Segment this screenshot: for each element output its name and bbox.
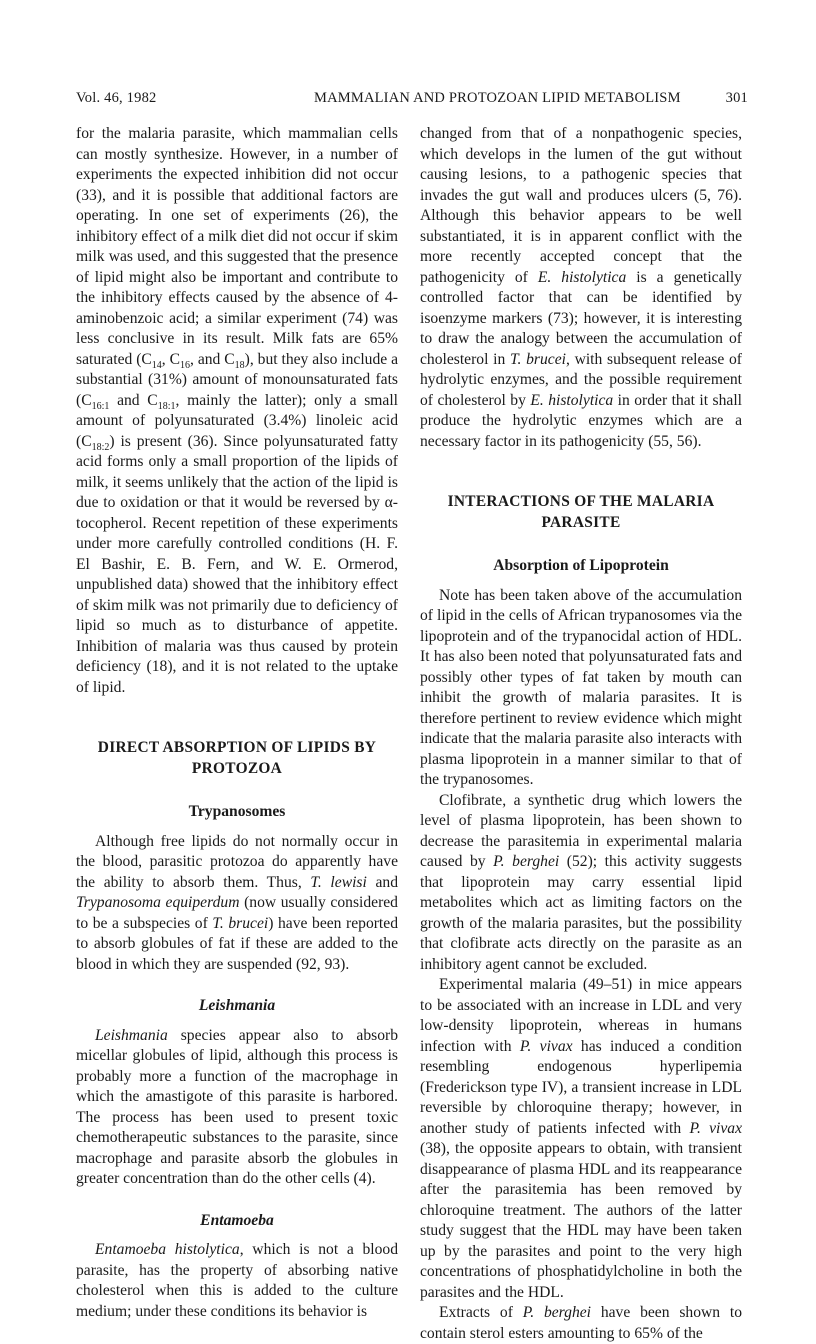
running-header xyxy=(76,90,748,114)
page-number: 301 xyxy=(725,90,748,106)
volume-label: Vol. 46, 1982 xyxy=(76,90,157,106)
paragraph-lipoprotein-note: Note has been taken above of the accumulation of lipid in the cells of African trypanosomes via the lipoprotein and of the trypanocidal action of HDL. It has also been noted that polyunsaturated fats and possibly other types of fat taken by mouth can inhibit the growth of malaria parasites. It is therefore pertinent to review evidence which might indicate that the malaria parasite also interacts with plasma lipoprotein in a manner similar to that of the trypanosomes. xyxy=(420,586,742,788)
subheading-entamoeba: Entamoeba xyxy=(200,1211,274,1229)
section-heading-direct-absorption: DIRECT ABSORPTION OF LIPIDS BY PROTOZOA xyxy=(97,739,377,777)
section-heading-malaria: INTERACTIONS OF THE MALARIA PARASITE xyxy=(447,493,715,531)
subheading-absorption-lipoprotein: Absorption of Lipoprotein xyxy=(493,557,669,574)
right-column xyxy=(420,124,742,1344)
paragraph-malaria-diet: for the malaria parasite, which mammalian cells can mostly synthesize. However, in a number of experiments the expected inhibition did not occur (33), and it is possible that additional factors are operating. In one set of experiments (26), the inhibitory effect of a milk diet did not occur if skim milk was used, and this suggested that the presence of lipid might also be important and contribute to the inhibitory effects caused by the absence of 4-aminobenzoic acid; a similar experiment (74) was less conclusive in its result. Milk fats are 65% saturated ($C_{14}$, $C_{16}$, and $C_{18}$), but they also include a substantial (31%) amount of monounsaturated fats ($C_{16:1}$ and $C_{18:1}$, mainly the latter); only a small amount of polyunsaturated (3.4%) linoleic acid $(C_{18:2})$ is present (36). Since polyunsaturated fatty acid forms only a small proportion of the lipids of milk, it seems unlikely that the action of the lipid is due to oxidation or that it would be reversed by α-tocopherol. Recent repetition of these experiments under more carefully controlled conditions (H. F. El Bashir, E. B. Fern, and W. E. Ormerod, unpublished data) showed that the inhibitory effect of skim milk was not primarily due to deficiency of lipid so much as to disturbance of appetite. Inhibition of malaria was thus caused by protein deficiency (18), and it is not related to the uptake of lipid. xyxy=(76,125,399,696)
paragraph-experimental-malaria: Experimental malaria (49–51) in mice appears to be associated with an increase in LDL and very low-density lipoprotein, whereas in humans infection with P. vivax has induced a condition resembling endogenous hyperlipemia (Frederickson type IV), a transient increase in LDL reversible by chloroquine therapy; however, in another study of patients infected with P. vivax (38), the opposite appears to obtain, with transient disappearance of plasma HDL and its reappearance after the parasitemia has been removed by chloroquine treatment. The authors of the latter study suggest that the HDL may have been taken up by the parasites and point to the very high concentrations of phosphatidylcholine in both the parasites and the HDL. xyxy=(420,976,742,1301)
paragraph-extracts: Extracts of P. berghei have been shown to contain sterol esters amounting to 65% of the xyxy=(420,1304,742,1342)
paragraph-entamoeba: Entamoeba histolytica, which is not a blood parasite, has the property of absorbing native cholesterol when this is added to the culture medium; under these conditions its behavior is xyxy=(76,1241,398,1320)
paragraph-clofibrate: Clofibrate, a synthetic drug which lowers the level of plasma lipoprotein, has been shown to decrease the parasitemia in experimental malaria caused by P. berghei (52); this activity suggests that lipoprotein may carry essential lipid metabolites which act as limiting factors on the growth of the malaria parasites, but the possibility that clofibrate acts directly on the parasite as an inhibitory agent cannot be excluded. xyxy=(420,791,742,973)
subheading-leishmania: Leishmania xyxy=(198,997,276,1014)
paragraph-trypanosomes: Although free lipids do not normally occur in the blood, parasitic protozoa do apparently have the ability to absorb them. Thus, T. lewisi and Trypanosoma equiperdum (now usually considered to be a subspecies of T. brucei) have been reported to absorb globules of fat if these are added to the blood in which they are suspended (92, 93). xyxy=(76,832,398,973)
paragraph-entamoeba-continued: changed from that of a nonpathogenic species, which develops in the lumen of the gut without causing lesions, to a pathogenic species that invades the gut wall and produces ulcers (5, 76). Although this behavior appears to be well substantiated, it is in apparent conflict with the more recently accepted concept that the pathogenicity of E. histolytica is a genetically controlled factor that can be identified by isoenzyme markers (73); however, it is interesting to draw the analogy between the accumulation of cholesterol in T. brucei, with subsequent release of hydrolytic enzymes, and the possible requirement of cholesterol by E. histolytica in order that it shall produce the hydrolytic enzymes which are a necessary factor in its pathogenicity (55, 56). xyxy=(420,125,743,450)
left-column xyxy=(76,124,398,1322)
paragraph-leishmania: Leishmania species appear also to absorb micellar globules of lipid, although this process is probably more a function of the macrophage in which the amastigote of this parasite is harbored. The process has been used to present toxic chemotherapeutic substances to the parasite, since macrophage and parasite absorb the globules in greater concentration than do the other cells (4). xyxy=(76,1026,398,1187)
running-title: MAMMALIAN AND PROTOZOAN LIPID METABOLISM xyxy=(314,90,681,106)
subheading-trypanosomes: Trypanosomes xyxy=(188,803,286,820)
